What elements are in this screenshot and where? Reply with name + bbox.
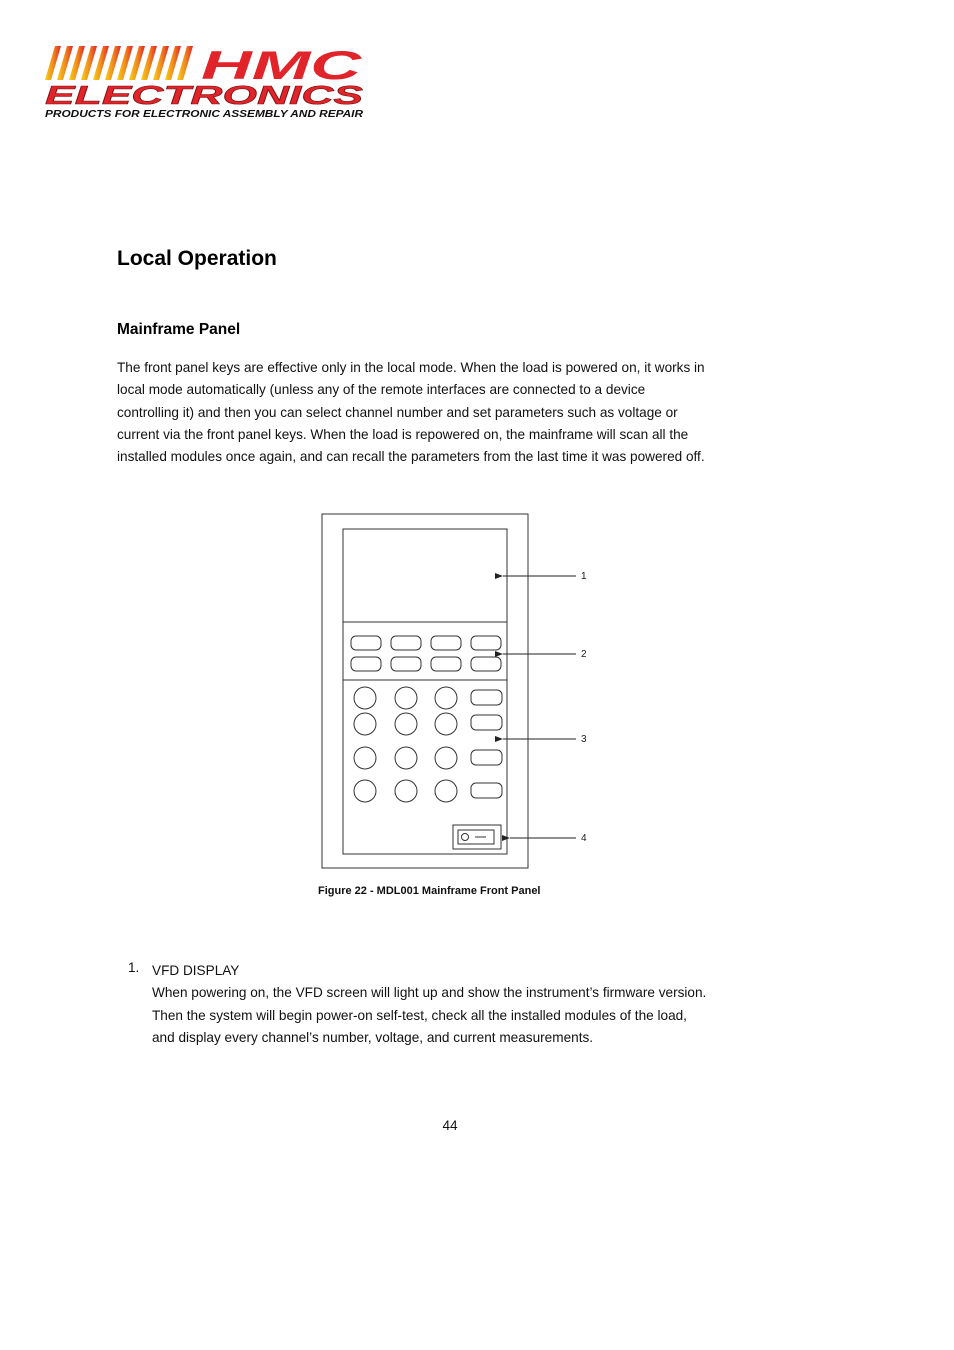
subsection-heading: Mainframe Panel — [117, 321, 241, 338]
numeric-keypad — [354, 687, 502, 802]
hmc-electronics-logo — [43, 42, 368, 122]
intro-paragraph — [117, 357, 767, 468]
logo-tagline: PRODUCTS FOR ELECTRONIC ASSEMBLY AND REPAIR — [45, 109, 364, 120]
list-item-line: and display every channel’s number, voltage, and current measurements. — [152, 1029, 594, 1045]
list-item-title: VFD DISPLAY — [152, 963, 240, 978]
function-keys — [351, 636, 501, 671]
logo-electronics-text: ELECTRONICS — [45, 80, 365, 110]
list-item-body — [152, 960, 706, 1049]
panel-outer-frame — [322, 514, 528, 868]
list-item-line: When powering on, the VFD screen will light up and show the instrument’s firmware version. — [152, 985, 707, 1001]
figure-caption: Figure 22 - MDL001 Mainframe Front Panel — [318, 885, 541, 897]
panel-inner-frame — [343, 529, 507, 854]
vfd-display — [343, 529, 507, 622]
logo-stripes — [45, 46, 193, 80]
callout-label-4: 4 — [581, 833, 587, 844]
callout-label-2: 2 — [581, 649, 587, 660]
section-heading: Local Operation — [117, 247, 277, 270]
paragraph-line: installed modules once again, and can recall the parameters from the last time it was powered off. — [117, 449, 705, 465]
callout-label-1: 1 — [581, 571, 587, 582]
list-item-number: 1. — [128, 960, 140, 975]
paragraph-line: local mode automatically (unless any of the remote interfaces are connected to a device — [117, 382, 646, 398]
power-switch — [453, 825, 501, 849]
list-item-line: Then the system will begin power-on self-test, check all the installed modules of the load, — [152, 1007, 687, 1023]
logo-hmc-text: HMC — [201, 44, 363, 88]
mainframe-front-panel-diagram — [318, 510, 598, 872]
callout-arrows — [503, 576, 576, 838]
paragraph-line: The front panel keys are effective only in the local mode. When the load is powered on, it works in — [117, 360, 705, 375]
page-number: 44 — [442, 1118, 458, 1133]
paragraph-line: controlling it) and then you can select channel number and set parameters such as voltage or — [117, 404, 678, 420]
paragraph-line: current via the front panel keys. When the load is repowered on, the mainframe will scan all the — [117, 426, 689, 442]
callout-label-3: 3 — [581, 734, 587, 745]
